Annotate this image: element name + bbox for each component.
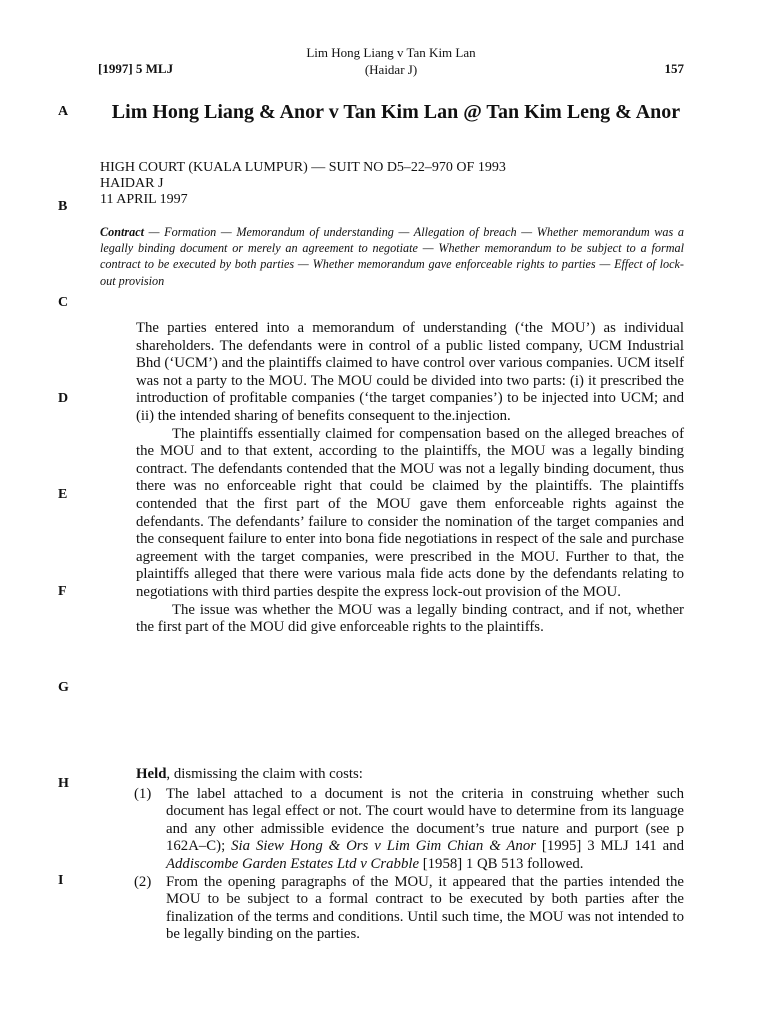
page-number: 157 xyxy=(664,61,684,76)
margin-letter-d: D xyxy=(58,391,69,406)
facts-paragraph-3: The issue was whether the MOU was a legally binding contract, and if not, whether the first part of the MOU did give enforceable rights to the plaintiffs. xyxy=(136,601,684,636)
held-item-2 xyxy=(136,874,684,944)
case-title: Lim Hong Liang & Anor v Tan Kim Lan @ Tan Kim Leng & Anor xyxy=(111,101,681,123)
facts-paragraph-1: The parties entered into a memorandum of understanding (‘the MOU’) as individual shareholders. The defendants were in control of a public listed company, UCM Industrial Bhd (‘UCM’) and the plaintiffs claimed to have control over various companies. UCM itself was not a party to the MOU. The MOU could be divided into two parts: (i) it prescribed the introduction of profitable companies (‘the target companies’) to be injected into UCM; and (ii) the intended sharing of benefits consequent to the.injection. xyxy=(136,320,684,424)
held-item-1-number: (1) xyxy=(134,785,152,802)
margin-letter-b: B xyxy=(58,199,68,214)
running-head-center xyxy=(98,44,684,78)
held-item-2-text: From the opening paragraphs of the MOU, it appeared that the parties intended the MOU to be subject to a formal contract to be executed by both parties after the finalization of the terms and conditions. Until such time, the MOU was not intended to be legally binding on the parties. xyxy=(166,873,684,943)
court-details xyxy=(100,160,684,208)
held-item-1-text-b: [1995] 3 MLJ 141 and xyxy=(535,838,685,855)
held-intro xyxy=(136,766,684,784)
judge-line: HAIDAR J xyxy=(100,176,164,191)
margin-letter-a: A xyxy=(58,104,69,119)
headnote-facts xyxy=(136,320,684,637)
facts-paragraph-2: The plaintiffs essentially claimed for compensation based on the alleged breaches of the MOU and to that extent, according to the plaintiffs, the MOU was a legally binding contract. The defendants contended that the MOU was not a legally binding document, thus there was no enforceable right that could be claimed by the plaintiffs. The plaintiffs contended that the first part of the MOU gave them enforceable rights against the defendants. The defendants’ failure to consider the nomination of the target companies and the consequent failure to enter into bona fide negotiations in respect of the sale and purchase agreement with the target companies, were prescribed in the MOU. Further to that, the plaintiffs alleged that there were various mala fide acts done by the defendants relating to negotiations with third parties despite the express lock-out provision of the MOU. xyxy=(136,425,684,600)
margin-letter-g: G xyxy=(58,680,69,695)
margin-letter-f: F xyxy=(58,584,67,599)
held-item-1-text-c: [1958] 1 QB 513 followed. xyxy=(419,855,584,872)
court-line: HIGH COURT (KUALA LUMPUR) — SUIT NO D5–22–970 OF 1993 xyxy=(100,160,506,175)
catchwords xyxy=(100,224,684,289)
running-head xyxy=(98,44,684,80)
held-item-1-case-2: Addiscombe Garden Estates Ltd v Crabble xyxy=(166,855,420,872)
held-item-2-number: (2) xyxy=(134,873,152,890)
held-item-1-case-1: Sia Siew Hong & Ors v Lim Gim Chian & Anor xyxy=(231,838,536,855)
held-item-1 xyxy=(136,786,684,874)
held-label: Held xyxy=(136,766,167,782)
running-head-case: Lim Hong Liang v Tan Kim Lan xyxy=(306,45,476,60)
margin-letter-i: I xyxy=(58,873,64,888)
decision-date: 11 APRIL 1997 xyxy=(100,192,188,207)
running-head-judge: (Haidar J) xyxy=(364,62,418,77)
held-item-1-text-a: The label attached to a document is not the criteria in construing whether such document has legal effect or not. The court would have to determine from its language and any other admissible evidence the document’s true nature and purport (see p 162A–C); xyxy=(166,785,684,855)
catchwords-head: Contract xyxy=(100,225,145,239)
margin-letter-h: H xyxy=(58,776,69,791)
margin-letter-c: C xyxy=(58,295,69,310)
margin-letters xyxy=(58,0,78,1024)
report-citation: [1997] 5 MLJ xyxy=(98,61,174,76)
held-section xyxy=(136,766,684,944)
catchwords-text: — Formation — Memorandum of understanding — Allegation of breach — Whether memorandum was a legally binding document or merely an agreement to negotiate — Whether memorandum to be subject to a formal contract to be executed by both parties — Whether memorandum gave enforceable rights to parties — Effect of lock-out provision xyxy=(100,225,684,288)
held-intro-text: , dismissing the claim with costs: xyxy=(166,766,363,782)
margin-letter-e: E xyxy=(58,487,68,502)
